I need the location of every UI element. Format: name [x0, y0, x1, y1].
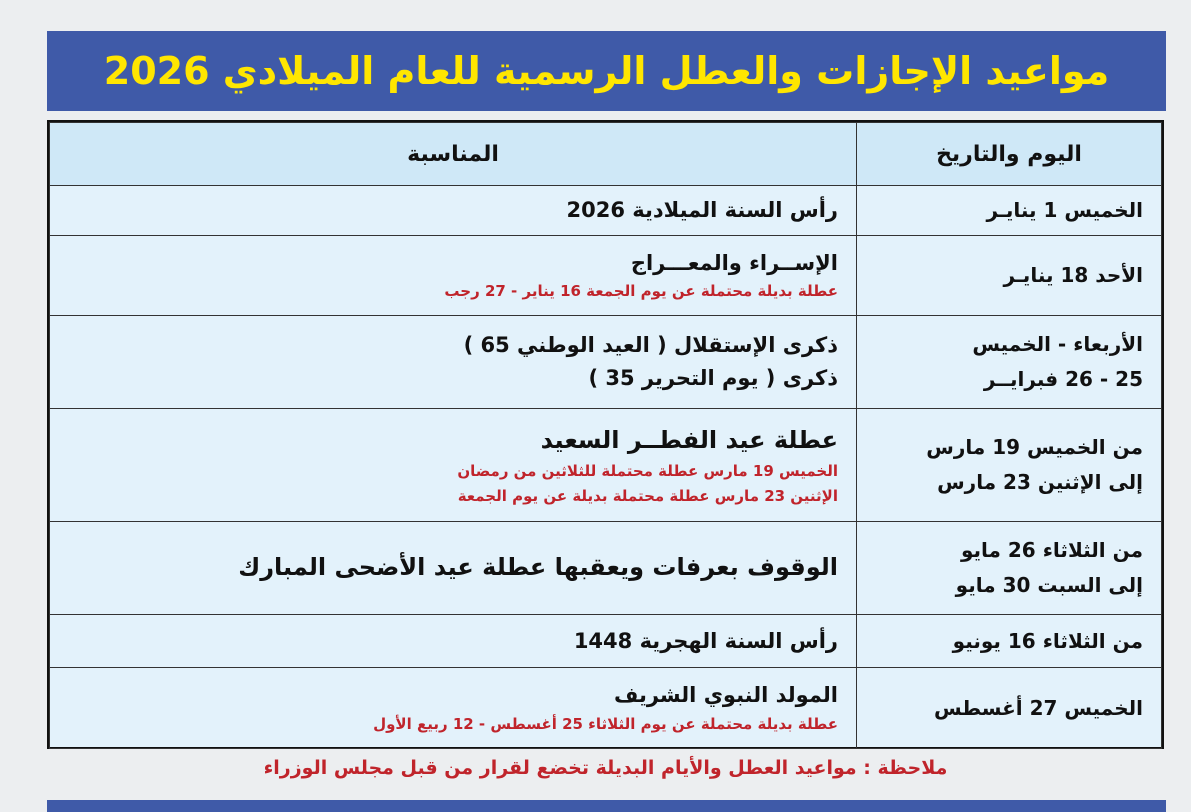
- header-date: اليوم والتاريخ: [857, 123, 1162, 186]
- table-row: [50, 316, 1162, 409]
- table-row: [50, 236, 1162, 316]
- date-line: من الخميس 19 مارس: [926, 435, 1143, 459]
- occasion-line: المولد النبوي الشريف: [613, 683, 838, 708]
- date-line: الخميس 27 أغسطس: [933, 695, 1143, 720]
- occasion-line: ذكرى ( يوم التحرير 35 ): [588, 366, 838, 390]
- occasion-note: عطلة بديلة محتملة عن يوم الجمعة 16 يناير - 27 رجب: [444, 282, 838, 301]
- table-header-row: [50, 123, 1162, 186]
- occasion-note: عطلة بديلة محتملة عن يوم الثلاثاء 25 أغسطس - 12 ربيع الأول: [373, 714, 838, 733]
- occasion-line: رأس السنة الهجرية 1448: [573, 628, 838, 653]
- footer-note: ملاحظة : مواعيد العطل والأيام البديلة تخضع لقرار من قبل مجلس الوزراء: [263, 757, 948, 779]
- date-line: الخميس 1 ينايـر: [986, 198, 1143, 222]
- bottom-bar: [47, 800, 1166, 812]
- table-row: [50, 615, 1162, 668]
- date-cell: [857, 409, 1162, 522]
- table-row: [50, 186, 1162, 236]
- date-line: إلى الإثنين 23 مارس: [937, 470, 1143, 494]
- occasion-cell: [50, 668, 857, 749]
- date-cell: [857, 186, 1162, 236]
- occasion-cell: [50, 409, 857, 522]
- occasion-cell: [50, 236, 857, 316]
- table-row: [50, 668, 1162, 749]
- date-line: من الثلاثاء 16 يونيو: [952, 628, 1143, 653]
- occasion-line: ذكرى الإستقلال ( العيد الوطني 65 ): [463, 333, 838, 358]
- occasion-line: الوقوف بعرفات ويعقبها عطلة عيد الأضحى المبارك: [238, 553, 838, 582]
- title-banner: [47, 31, 1166, 111]
- occasion-line: رأس السنة الميلادية 2026: [566, 198, 838, 223]
- occasion-line: الإســراء والمعـــراج: [630, 250, 838, 275]
- occasion-note: الإثنين 23 مارس عطلة محتملة بديلة عن يوم الجمعة: [457, 486, 838, 505]
- occasion-cell: [50, 615, 857, 668]
- date-cell: [857, 316, 1162, 409]
- occasion-cell: [50, 186, 857, 236]
- occasion-note: الخميس 19 مارس عطلة محتملة للثلاثين من رمضان: [457, 461, 838, 480]
- page-title: مواعيد الإجازات والعطل الرسمية للعام الميلادي 2026: [103, 49, 1110, 93]
- date-line: الأحد 18 ينايـر: [1003, 263, 1143, 287]
- date-line: من الثلاثاء 26 مايو: [960, 538, 1143, 562]
- date-cell: [857, 522, 1162, 615]
- date-line: إلى السبت 30 مايو: [955, 573, 1143, 597]
- date-line: الأربعاء - الخميس: [972, 332, 1143, 356]
- occasion-cell: [50, 316, 857, 409]
- occasion-line: عطلة عيد الفطــر السعيد: [540, 425, 838, 454]
- header-occasion: المناسبة: [50, 123, 857, 186]
- date-cell: [857, 615, 1162, 668]
- date-cell: [857, 668, 1162, 749]
- date-line: 25 - 26 فبرايــر: [983, 367, 1143, 391]
- table-row: [50, 522, 1162, 615]
- date-cell: [857, 236, 1162, 316]
- table-row: [50, 409, 1162, 522]
- holidays-table: [47, 120, 1164, 749]
- occasion-cell: [50, 522, 857, 615]
